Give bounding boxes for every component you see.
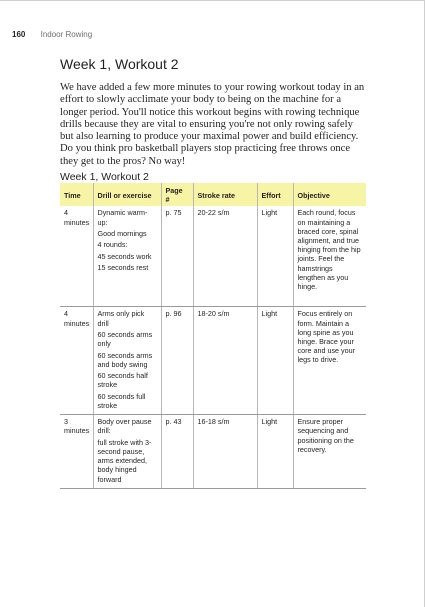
drill-line: Dynamic warm-up: <box>97 208 148 227</box>
drill-line: Arms only pick drill <box>97 309 145 328</box>
table-row <box>60 307 366 415</box>
cell-page: p. 96 <box>161 307 193 415</box>
drill-line: 60 seconds half stroke <box>97 371 148 390</box>
workout-heading: Week 1, Workout 2 <box>60 56 179 72</box>
cell-objective: Each round, focus on maintaining a braced core, spinal alignment, and true hinging from the hip joints. Feel the hamstrings lengthen as you hinge. <box>293 206 366 307</box>
cell-time: 4 minutes <box>60 206 93 307</box>
cell-objective: Ensure proper sequencing and positioning on the recovery. <box>293 415 366 489</box>
workout-table <box>60 183 366 489</box>
cell-drill <box>93 307 161 415</box>
intro-paragraph: We have added a few more minutes to your rowing workout today in an effort to slowly acclimate your body to being on the machine for a longer period. You'll notice this workout begins with rowing technique drills because they are vital to ensuring you're not only rowing safely but also learning to produce your maximal power and build efficiency. Do you think pro basketball players stop practicing free throws once they get to the pros? No way! <box>60 82 365 167</box>
table-header-row <box>60 183 366 206</box>
cell-time: 3 minutes <box>60 415 93 489</box>
drill-line: full stroke with 3-second pause, arms extended, body hinged forward <box>97 437 152 484</box>
cell-objective: Focus entirely on form. Maintain a long spine as you hinge. Brace your core and use your legs to drive. <box>293 307 366 415</box>
table-row <box>60 415 366 489</box>
cell-drill <box>93 206 161 307</box>
drill-line: 15 seconds rest <box>97 263 149 273</box>
header-stroke-rate: Stroke rate <box>193 183 257 206</box>
drill-line: 60 seconds arms only <box>97 330 153 349</box>
drill-line: Body over pause drill: <box>97 417 152 436</box>
running-head <box>12 30 92 40</box>
header-effort: Effort <box>257 183 293 206</box>
cell-page: p. 43 <box>161 415 193 489</box>
drill-line: Good mornings <box>97 229 147 238</box>
header-page: Page # <box>161 183 193 206</box>
drill-line: 45 seconds work <box>97 251 152 261</box>
header-drill: Drill or exercise <box>93 183 161 206</box>
drill-line: 60 seconds full stroke <box>97 391 146 410</box>
header-objective: Objective <box>293 183 366 206</box>
cell-page: p. 75 <box>161 206 193 307</box>
cell-time: 4 minutes <box>60 307 93 415</box>
section-title: Indoor Rowing <box>40 30 93 39</box>
header-time: Time <box>60 183 93 206</box>
drill-line: 60 seconds arms and body swing <box>97 350 153 369</box>
cell-effort: Light <box>257 415 293 489</box>
cell-stroke-rate: 16-18 s/m <box>193 415 257 489</box>
page-number: 160 <box>12 30 26 39</box>
drill-line: 4 rounds: <box>97 240 128 250</box>
cell-stroke-rate: 18-20 s/m <box>193 307 257 415</box>
cell-effort: Light <box>257 206 293 307</box>
cell-drill <box>93 415 161 489</box>
table-row <box>60 206 366 307</box>
table-caption: Week 1, Workout 2 <box>60 171 149 183</box>
cell-stroke-rate: 20-22 s/m <box>193 206 257 307</box>
cell-effort: Light <box>257 307 293 415</box>
page-border-top <box>0 0 425 1</box>
